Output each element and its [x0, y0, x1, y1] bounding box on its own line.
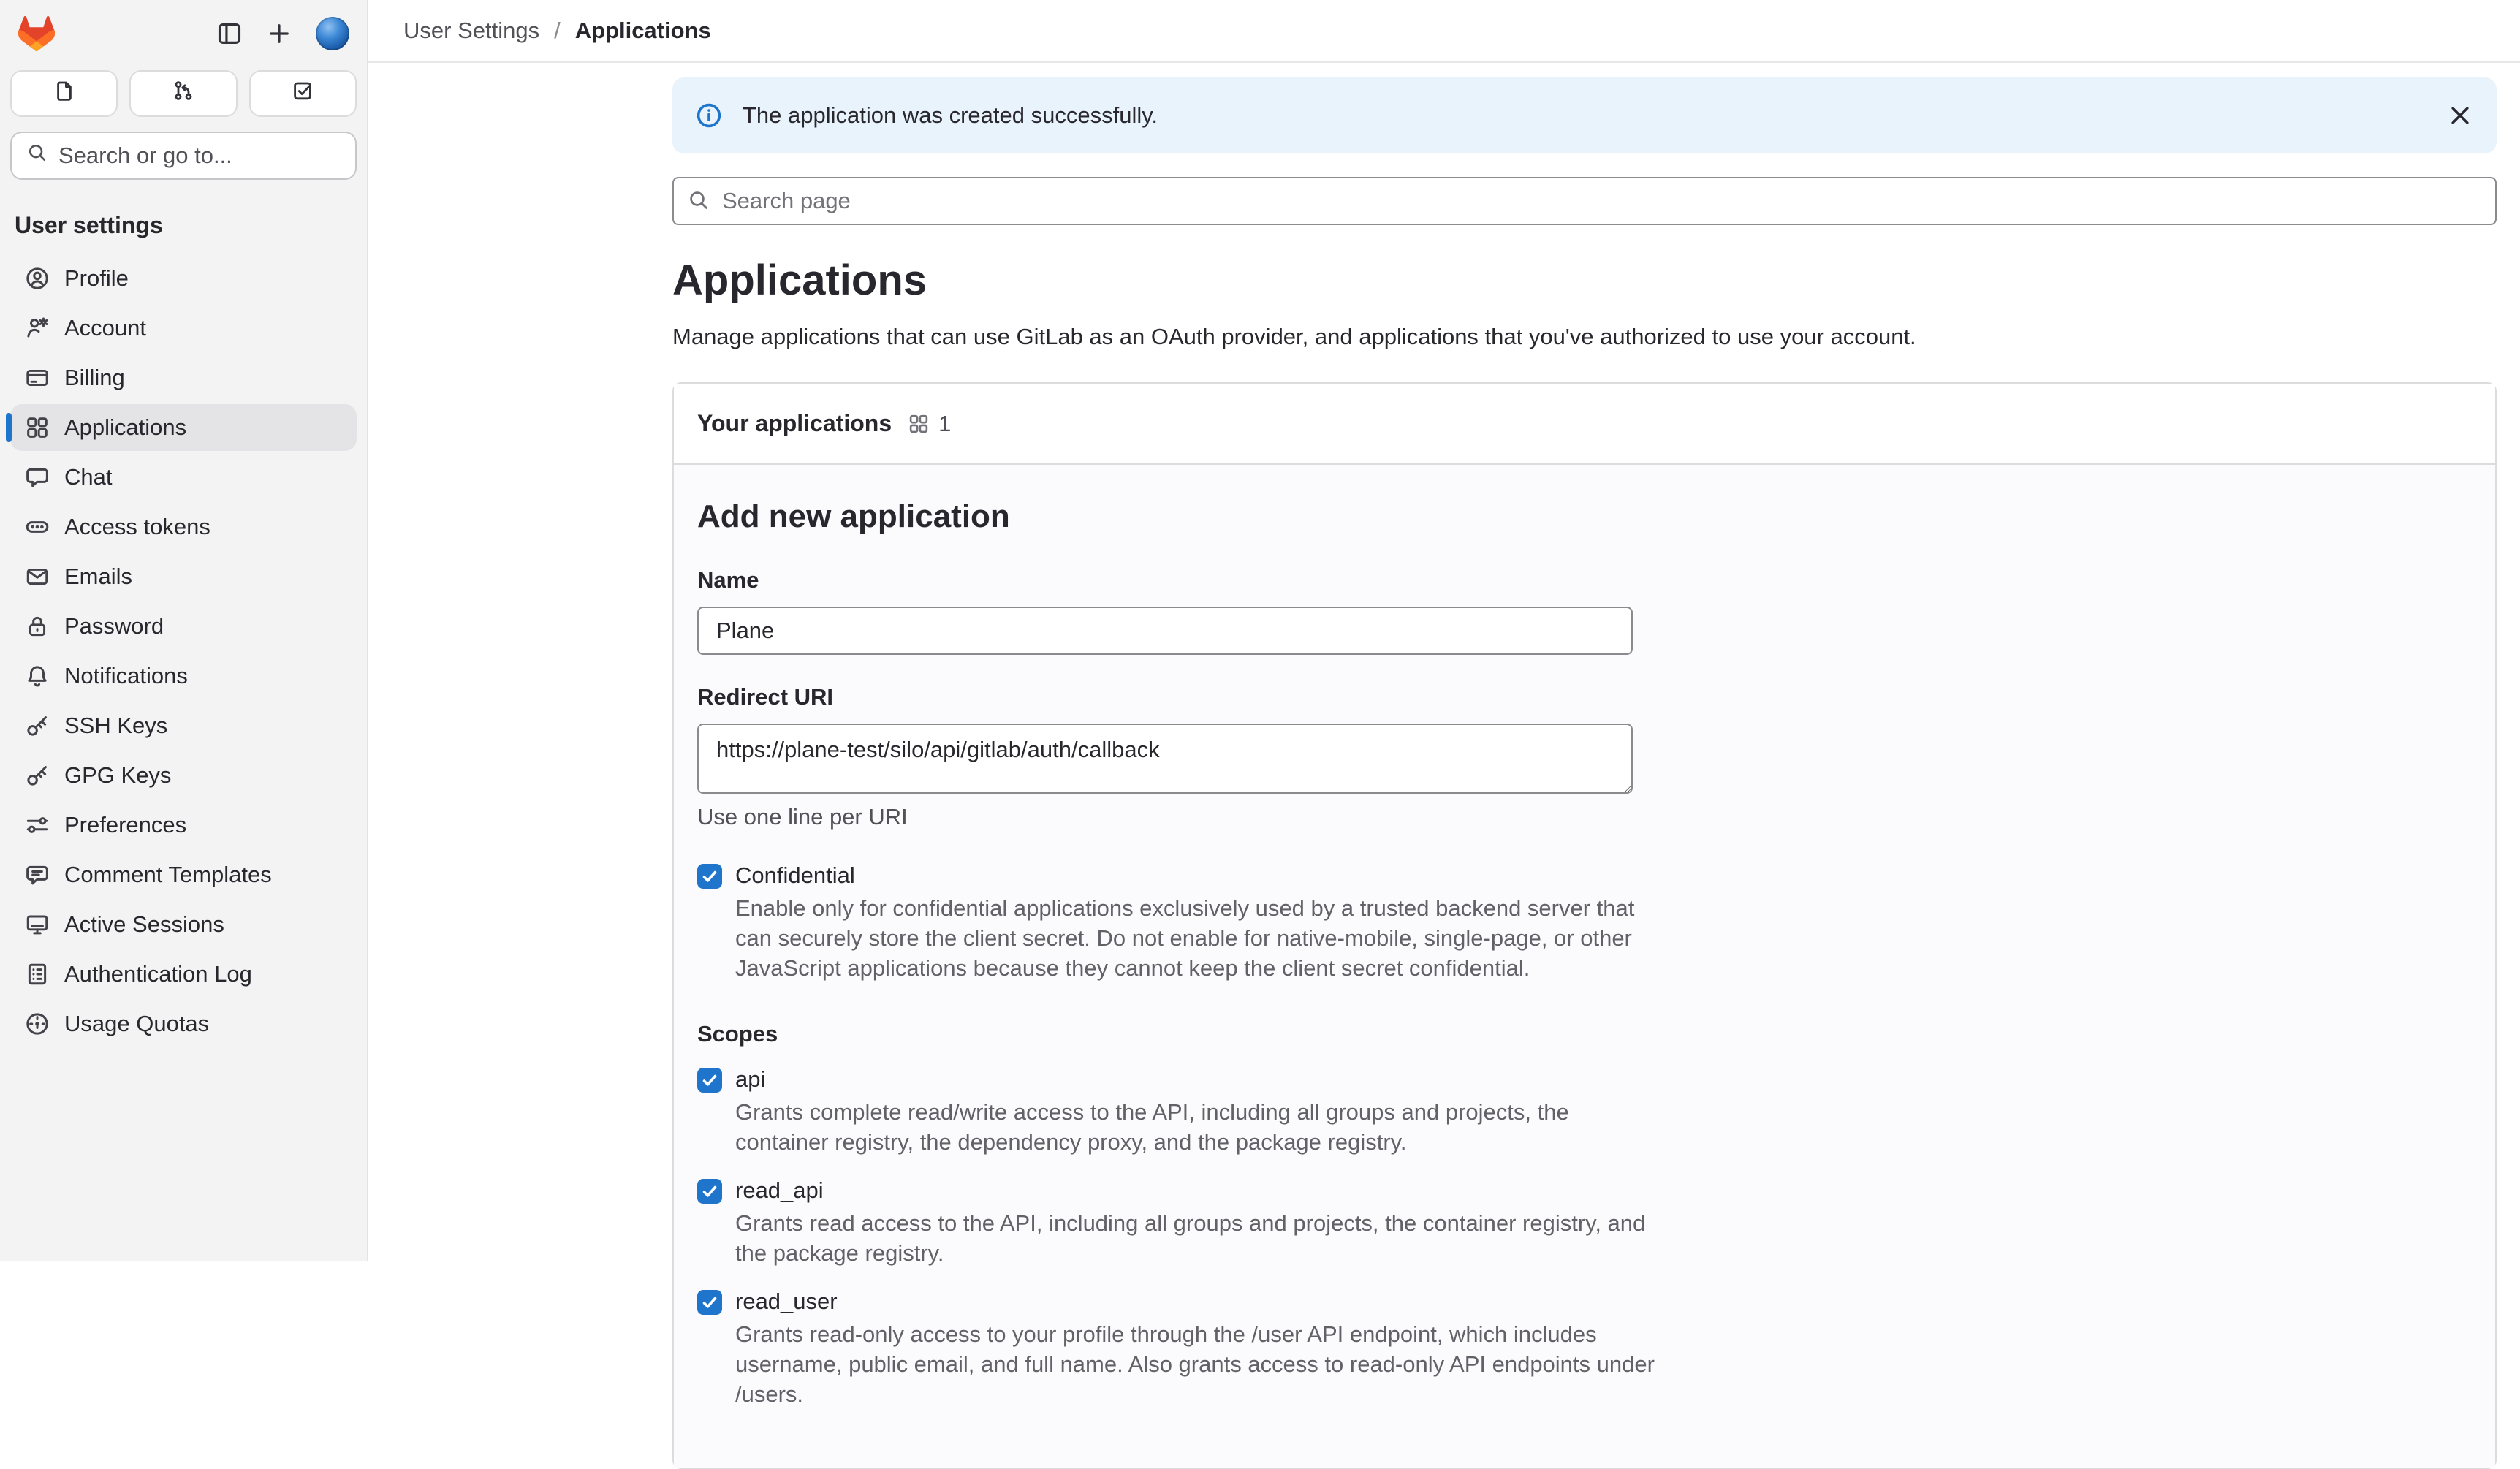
- sidebar-header: [0, 0, 367, 64]
- avatar[interactable]: [316, 17, 349, 50]
- sidebar-item-usage-quotas[interactable]: [10, 1001, 357, 1047]
- page-search: [672, 177, 2497, 225]
- applications-icon: [908, 413, 930, 435]
- scopes-label: Scopes: [697, 1021, 778, 1047]
- sidebar-item-gpg-keys[interactable]: [10, 752, 357, 799]
- sidebar-item-label: Emails: [64, 563, 133, 589]
- sidebar-item-label: Access tokens: [64, 514, 210, 539]
- issues-icon: [53, 79, 76, 108]
- search-icon: [26, 142, 48, 170]
- confidential-label: Confidential: [735, 862, 855, 888]
- sidebar-item-profile[interactable]: [10, 255, 357, 302]
- card-header: [674, 384, 2495, 465]
- global-search-button[interactable]: [10, 132, 357, 180]
- breadcrumb-separator: /: [554, 18, 561, 43]
- key-icon: [25, 763, 50, 788]
- sidebar-item-label: Notifications: [64, 663, 188, 688]
- global-search-placeholder: Search or go to...: [58, 143, 232, 168]
- scope-api-label: api: [735, 1066, 766, 1092]
- sidebar-item-active-sessions[interactable]: [10, 901, 357, 948]
- profile-icon: [25, 266, 50, 291]
- sidebar-item-notifications[interactable]: [10, 653, 357, 699]
- authentication-log-icon: [25, 962, 50, 987]
- name-field[interactable]: [697, 607, 1633, 655]
- sidebar-item-label: Applications: [64, 414, 187, 440]
- scope-read-api-checkbox[interactable]: [697, 1179, 722, 1204]
- sidebar-nav: [0, 254, 367, 1049]
- todos-shortcut-button[interactable]: [249, 70, 357, 117]
- scope-read-api-label: read_api: [735, 1177, 824, 1203]
- merge-requests-shortcut-button[interactable]: [129, 70, 237, 117]
- info-icon: [696, 102, 722, 129]
- sidebar-item-preferences[interactable]: [10, 802, 357, 849]
- page-description: Manage applications that can use GitLab as an OAuth provider, and applications that you've authorized to use your account.: [672, 324, 1916, 349]
- scope-api-description: Grants complete read/write access to the API, including all groups and projects, the container registry, the dependency proxy, and the package registry.: [735, 1099, 1569, 1155]
- account-icon: [25, 316, 50, 341]
- billing-icon: [25, 365, 50, 390]
- page-title: Applications: [672, 257, 927, 304]
- sidebar-item-label: Comment Templates: [64, 862, 272, 887]
- sidebar-item-ssh-keys[interactable]: [10, 702, 357, 749]
- sidebar-item-access-tokens[interactable]: [10, 504, 357, 550]
- sidebar-item-label: Billing: [64, 365, 125, 390]
- sidebar-item-label: Authentication Log: [64, 961, 252, 987]
- applications-count-badge: [908, 411, 951, 437]
- access-tokens-icon: [25, 515, 50, 539]
- chat-icon: [25, 465, 50, 490]
- name-label: Name: [697, 567, 759, 593]
- form-title: Add new application: [697, 498, 1010, 534]
- sidebar-item-applications[interactable]: [10, 404, 357, 451]
- scope-read-api-description: Grants read access to the API, including all groups and projects, the container registry, and the package registry.: [735, 1210, 1646, 1266]
- scope-read-user-description: Grants read-only access to your profile through the /user API endpoint, which includes username, public email, and full name. Also grants access to read-only API endpoints under /users.: [735, 1321, 1655, 1407]
- sidebar-section-title: User settings: [15, 212, 163, 238]
- breadcrumb-applications: Applications: [574, 18, 711, 43]
- todos-icon: [291, 79, 314, 108]
- issues-shortcut-button[interactable]: [10, 70, 118, 117]
- sidebar-item-label: Chat: [64, 464, 113, 490]
- preferences-icon: [25, 813, 50, 838]
- comment-templates-icon: [25, 862, 50, 887]
- confidential-row: [697, 862, 2472, 889]
- sidebar-item-label: Password: [64, 613, 164, 639]
- content-column: [672, 63, 2497, 1469]
- redirect-uri-field[interactable]: [697, 724, 1633, 794]
- sidebar-item-emails[interactable]: [10, 553, 357, 600]
- sidebar-item-label: Profile: [64, 265, 129, 291]
- applications-icon: [25, 415, 50, 440]
- confidential-checkbox[interactable]: [697, 864, 722, 889]
- breadcrumb-user-settings[interactable]: User Settings: [403, 18, 540, 43]
- scope-api-checkbox[interactable]: [697, 1068, 722, 1093]
- sidebar-item-label: Account: [64, 315, 147, 341]
- scope-read-user-row: [697, 1288, 2472, 1315]
- sidebar-shortcuts: [10, 70, 357, 117]
- success-alert: [672, 77, 2497, 153]
- close-icon[interactable]: [2447, 102, 2473, 129]
- search-icon: [687, 189, 710, 212]
- sidebar-item-label: SSH Keys: [64, 713, 168, 738]
- gitlab-logo: [18, 15, 56, 52]
- merge-requests-icon: [172, 79, 195, 108]
- sidebar-item-comment-templates[interactable]: [10, 851, 357, 898]
- sidebar-item-label: Usage Quotas: [64, 1011, 210, 1036]
- applications-card: [672, 382, 2497, 1469]
- scope-read-user-label: read_user: [735, 1288, 838, 1314]
- scope-read-api-row: [697, 1177, 2472, 1204]
- sidebar-item-billing[interactable]: [10, 354, 357, 401]
- password-icon: [25, 614, 50, 639]
- sidebar-item-password[interactable]: [10, 603, 357, 650]
- page-search-input[interactable]: [672, 177, 2497, 225]
- scope-read-user-checkbox[interactable]: [697, 1290, 722, 1315]
- alert-message: The application was created successfully.: [743, 102, 1158, 128]
- sidebar-item-label: Preferences: [64, 812, 187, 838]
- sidebar-toggle-icon[interactable]: [216, 20, 243, 47]
- sidebar-item-authentication-log[interactable]: [10, 951, 357, 998]
- usage-quotas-icon: [25, 1011, 50, 1036]
- active-sessions-icon: [25, 912, 50, 937]
- sidebar-item-chat[interactable]: [10, 454, 357, 501]
- breadcrumb: [368, 0, 2520, 63]
- sidebar: [0, 0, 368, 1261]
- key-icon: [25, 713, 50, 738]
- applications-count: 1: [938, 410, 952, 436]
- emails-icon: [25, 564, 50, 589]
- confidential-description: Enable only for confidential applications exclusively used by a trusted backend server that can securely store the client secret. Do not enable for native-mobile, single-page, or other JavaScript applications because they cannot keep the client secret confidential.: [735, 895, 1635, 981]
- redirect-uri-hint: Use one line per URI: [697, 804, 908, 830]
- sidebar-item-label: GPG Keys: [64, 762, 172, 788]
- sidebar-item-label: Active Sessions: [64, 911, 224, 937]
- sidebar-item-account[interactable]: [10, 305, 357, 352]
- plus-icon[interactable]: [266, 20, 292, 47]
- main-area: [368, 0, 2520, 1407]
- card-title: Your applications: [697, 410, 892, 436]
- redirect-uri-label: Redirect URI: [697, 684, 834, 710]
- card-body: [674, 465, 2495, 1468]
- notifications-icon: [25, 664, 50, 688]
- scope-api-row: [697, 1066, 2472, 1093]
